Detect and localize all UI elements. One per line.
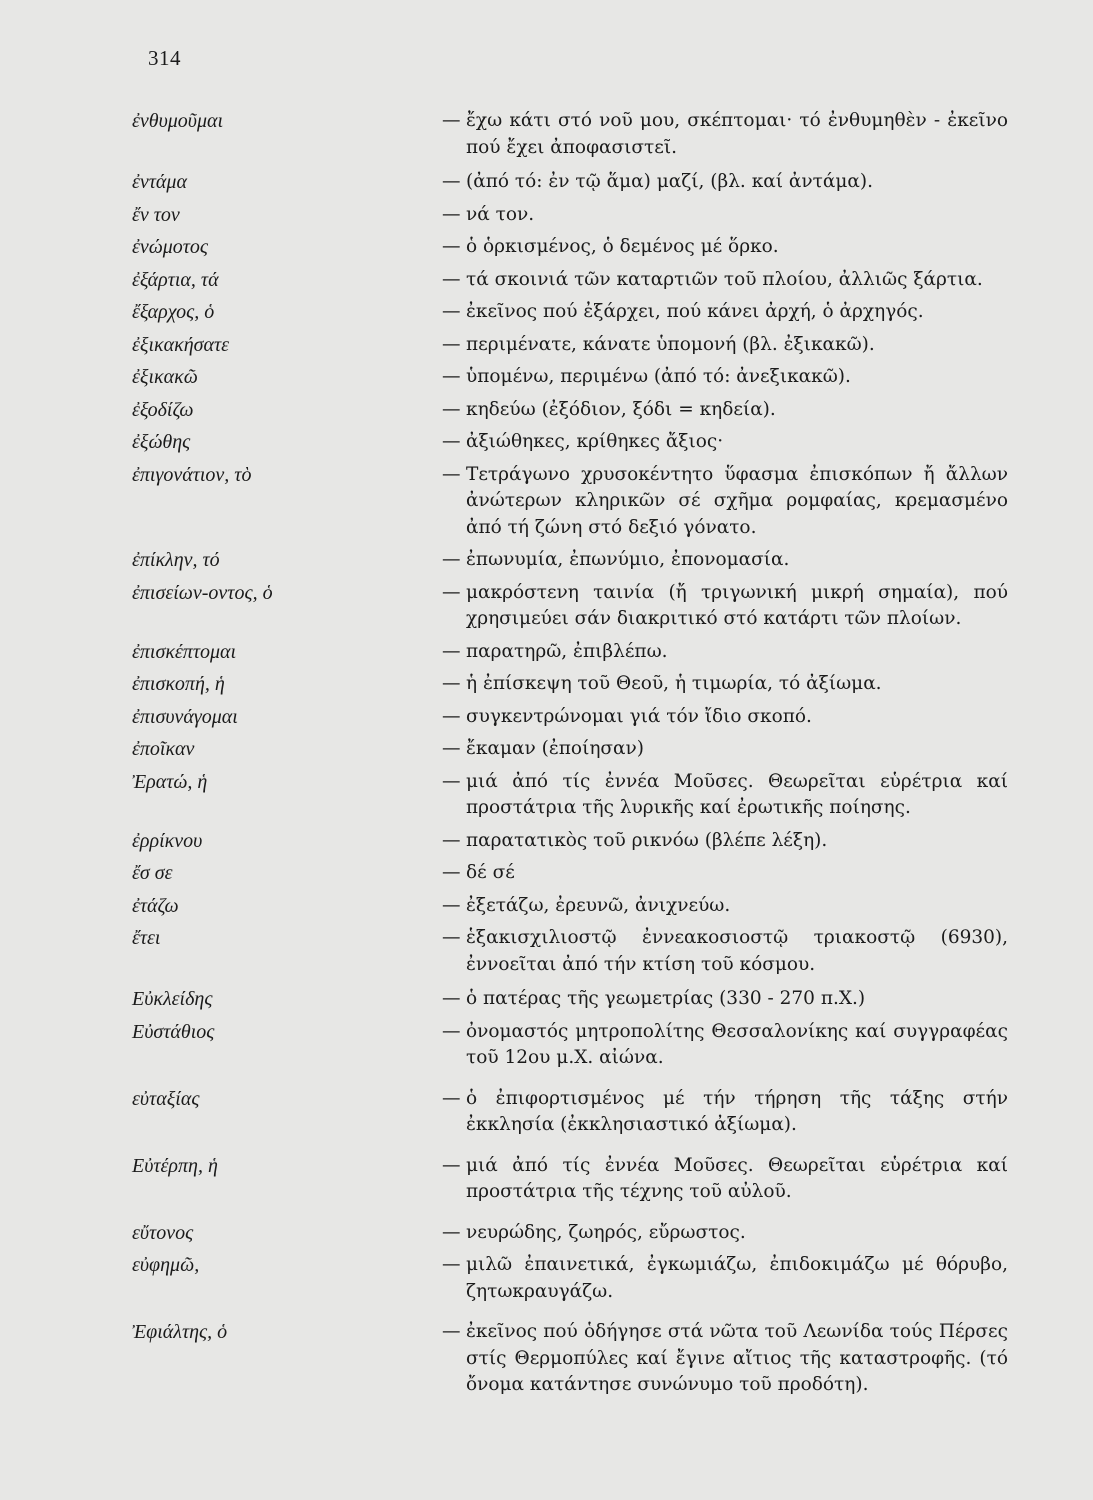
entry-term: εὐφημῶ,	[132, 1254, 200, 1276]
entry-term: ἐπισείων-οντος, ὁ	[132, 581, 273, 604]
entry-dash: —	[442, 301, 461, 322]
entry-dash: —	[442, 236, 461, 257]
entry-term: ἐξικακήσατε	[132, 333, 230, 356]
entry-definition: περιμένατε, κάνατε ὑπομονή (βλ. ἐξικακῶ).	[466, 333, 875, 355]
glossary-entry	[132, 1153, 1012, 1206]
glossary-entry	[132, 893, 1012, 920]
entry-dash: —	[442, 463, 461, 485]
entry-definition: κηδεύω (ἐξόδιον, ξόδι = κηδεία).	[466, 398, 776, 420]
entry-dash: —	[442, 431, 461, 452]
entry-definition: ὑπομένω, περιμένω (ἀπό τό: ἀνεξικακῶ).	[466, 366, 851, 387]
entry-dash: —	[442, 581, 461, 603]
entry-definition: νά τον.	[466, 203, 535, 225]
entry-definition: ἐπωνυμία, ἐπωνύμιο, ἐπονομασία.	[466, 549, 790, 570]
entry-term: ἔσ σε	[132, 862, 173, 884]
entry-dash: —	[442, 640, 461, 662]
entry-term: ἐπισκοπή, ἡ	[132, 673, 225, 695]
entry-definition: δέ σέ	[466, 862, 515, 883]
entry-dash: —	[442, 829, 461, 851]
entry-term: Ἐρατώ, ἡ	[132, 770, 208, 793]
entry-term: ἐπισκέπτομαι	[132, 640, 237, 663]
glossary-entry	[132, 1252, 1012, 1305]
entry-definition: μιλῶ ἐπαινετικά, ἐγκωμιάζω, ἐπιδοκιμάζω μέ θόρυβο, ζητωκραυγάζω.	[466, 1254, 1008, 1302]
entry-dash: —	[442, 738, 461, 759]
entry-definition: μακρόστενη ταινία (ἤ τριγωνική μικρή σημαία), πού χρησιμεύει σάν διακριτικό στό κατάρτι τῶν πλοίων.	[466, 581, 1008, 629]
glossary-entry	[132, 1220, 1012, 1247]
entry-term: Ἐφιάλτης, ὁ	[132, 1321, 228, 1343]
glossary-entry	[132, 736, 1012, 763]
entry-dash: —	[442, 1020, 461, 1042]
entry-definition: (ἀπό τό: ἐν τῷ ἅμα) μαζί, (βλ. καί ἀντάμα).	[466, 171, 873, 192]
entry-definition: παρατατικὸς τοῦ ρικνόω (βλέπε λέξη).	[466, 829, 828, 851]
glossary-entry	[132, 267, 1012, 294]
entry-dash: —	[442, 549, 461, 570]
glossary-entry	[132, 397, 1012, 424]
entry-term: εὔτονος	[132, 1221, 194, 1244]
entry-term: ἐξοδίζω	[132, 398, 194, 421]
entry-definition: ἔχω κάτι στό νοῦ μου, σκέπτομαι· τό ἐνθυμηθὲν - ἐκεῖνο πού ἔχει ἀποφασιστεῖ.	[466, 110, 1008, 158]
entry-term: ἐπισυνάγομαι	[132, 705, 238, 728]
entry-dash: —	[442, 862, 461, 883]
entry-term: εὐταξίας	[132, 1087, 200, 1110]
entry-dash: —	[442, 1154, 461, 1176]
entry-term: ἐπίκλην, τό	[132, 549, 220, 571]
page-number: 314	[148, 46, 181, 70]
entry-definition: ἐξετάζω, ἐρευνῶ, ἀνιχνεύω.	[466, 894, 731, 916]
entry-dash: —	[442, 398, 461, 420]
entry-definition: ἔκαμαν (ἐποίησαν)	[466, 738, 644, 759]
glossary-entry	[132, 429, 1012, 456]
entry-term: ἐνθυμοῦμαι	[132, 110, 224, 132]
glossary-entry	[132, 639, 1012, 666]
entry-term: Εὐστάθιος	[132, 1020, 215, 1043]
entry-definition: τά σκοινιά τῶν καταρτιῶν τοῦ πλοίου, ἀλλιῶς ξάρτια.	[466, 268, 983, 290]
entry-term: ἐτάζω	[132, 894, 179, 917]
entry-definition: ὀνομαστός μητροπολίτης Θεσσαλονίκης καί συγγραφέας τοῦ 12ου μ.Χ. αἰώνα.	[466, 1020, 1008, 1068]
entry-definition: Τετράγωνο χρυσοκέντητο ὕφασμα ἐπισκόπων ἤ ἄλλων ἀνώτερων κληρικῶν σέ σχῆμα ρομφαίας, κρεμασμένο ἀπό τή ζώνη στό δεξιό γόνατο.	[466, 463, 1008, 538]
glossary-entry	[132, 1019, 1012, 1072]
glossary-entry	[132, 462, 1012, 542]
glossary-entry	[132, 860, 1012, 887]
entry-dash: —	[442, 988, 461, 1009]
entry-dash: —	[442, 705, 461, 727]
entry-dash: —	[442, 673, 461, 694]
glossary-entry	[132, 828, 1012, 855]
entry-dash: —	[442, 366, 461, 387]
entry-definition: ὁ ὁρκισμένος, ὁ δεμένος μέ ὅρκο.	[466, 236, 779, 257]
glossary-entry	[132, 925, 1012, 978]
entry-dash: —	[442, 1221, 461, 1243]
glossary-list	[132, 108, 1012, 1405]
glossary-entry	[132, 299, 1012, 326]
glossary-entry	[132, 547, 1012, 574]
entry-dash: —	[442, 1321, 461, 1342]
entry-term: ἐνώμοτος	[132, 236, 209, 258]
entry-term: ἐξάρτια, τά	[132, 268, 219, 291]
glossary-entry	[132, 202, 1012, 229]
glossary-entry	[132, 234, 1012, 261]
entry-dash: —	[442, 171, 461, 192]
glossary-entry	[132, 704, 1012, 731]
entry-dash: —	[442, 268, 461, 290]
entry-dash: —	[442, 110, 461, 131]
entry-term: ἐξικακῶ	[132, 366, 198, 388]
entry-term: ἔτει	[132, 927, 161, 949]
glossary-entry	[132, 364, 1012, 391]
entry-definition: ἐκεῖνος πού ἐξάρχει, πού κάνει ἀρχή, ὁ ἀρχηγός.	[466, 301, 924, 322]
glossary-entry	[132, 332, 1012, 359]
entry-dash: —	[442, 894, 461, 916]
entry-term: ἐξώθης	[132, 431, 191, 453]
entry-definition: ὁ ἐπιφορτισμένος μέ τήν τήρηση τῆς τάξης στήν ἐκκλησία (ἐκκλησιαστικό ἀξίωμα).	[466, 1087, 1008, 1135]
entry-definition: μιά ἀπό τίς ἐννέα Μοῦσες. Θεωρεῖται εὑρέτρια καί προστάτρια τῆς λυρικῆς καί ἐρωτικῆς ποίησης.	[466, 770, 1008, 818]
entry-dash: —	[442, 927, 461, 948]
entry-dash: —	[442, 1254, 461, 1275]
entry-term: ἔν τον	[132, 203, 180, 226]
entry-definition: ὁ πατέρας τῆς γεωμετρίας (330 - 270 π.Χ.)	[466, 988, 866, 1009]
entry-term: ἔξαρχος, ὁ	[132, 301, 215, 323]
glossary-entry	[132, 671, 1012, 698]
entry-term: Εὐτέρπη, ἡ	[132, 1154, 218, 1177]
entry-definition: μιά ἀπό τίς ἐννέα Μοῦσες. Θεωρεῖται εὑρέτρια καί προστάτρια τῆς τέχνης τοῦ αὐλοῦ.	[466, 1154, 1008, 1202]
glossary-entry	[132, 986, 1012, 1013]
glossary-entry	[132, 580, 1012, 633]
glossary-entry	[132, 108, 1012, 161]
entry-dash: —	[442, 203, 461, 225]
entry-definition: ἀξιώθηκες, κρίθηκες ἄξιος·	[466, 431, 724, 452]
glossary-entry	[132, 1319, 1012, 1399]
entry-definition: νευρώδης, ζωηρός, εὔρωστος.	[466, 1221, 746, 1243]
entry-definition: ἑξακισχιλιοστῷ ἐννεακοσιοστῷ τριακοστῷ (6930), ἐννοεῖται ἀπό τήν κτίση τοῦ κόσμου.	[466, 927, 1008, 975]
entry-definition: ἡ ἐπίσκεψη τοῦ Θεοῦ, ἡ τιμωρία, τό ἀξίωμα.	[466, 673, 882, 694]
entry-term: ἐπιγονάτιον, τὸ	[132, 463, 252, 486]
glossary-entry	[132, 1086, 1012, 1139]
glossary-entry	[132, 769, 1012, 822]
entry-dash: —	[442, 770, 461, 792]
entry-definition: παρατηρῶ, ἐπιβλέπω.	[466, 640, 668, 662]
glossary-entry	[132, 169, 1012, 196]
entry-definition: συγκεντρώνομαι γιά τόν ἴδιο σκοπό.	[466, 705, 812, 727]
entry-definition: ἐκεῖνος πού ὁδήγησε στά νῶτα τοῦ Λεωνίδα τούς Πέρσες στίς Θερμοπύλες καί ἔγινε αἴτιος τῆς καταστροφῆς. (τό ὄνομα κατάντησε συνώνυμο τοῦ προδότη).	[466, 1321, 1008, 1395]
entry-dash: —	[442, 333, 461, 355]
entry-term: ἐρρίκνου	[132, 829, 203, 852]
entry-term: ἐντάμα	[132, 171, 187, 193]
entry-term: ἐποῖκαν	[132, 738, 195, 760]
entry-term: Εὐκλείδης	[132, 988, 213, 1010]
entry-dash: —	[442, 1087, 461, 1109]
